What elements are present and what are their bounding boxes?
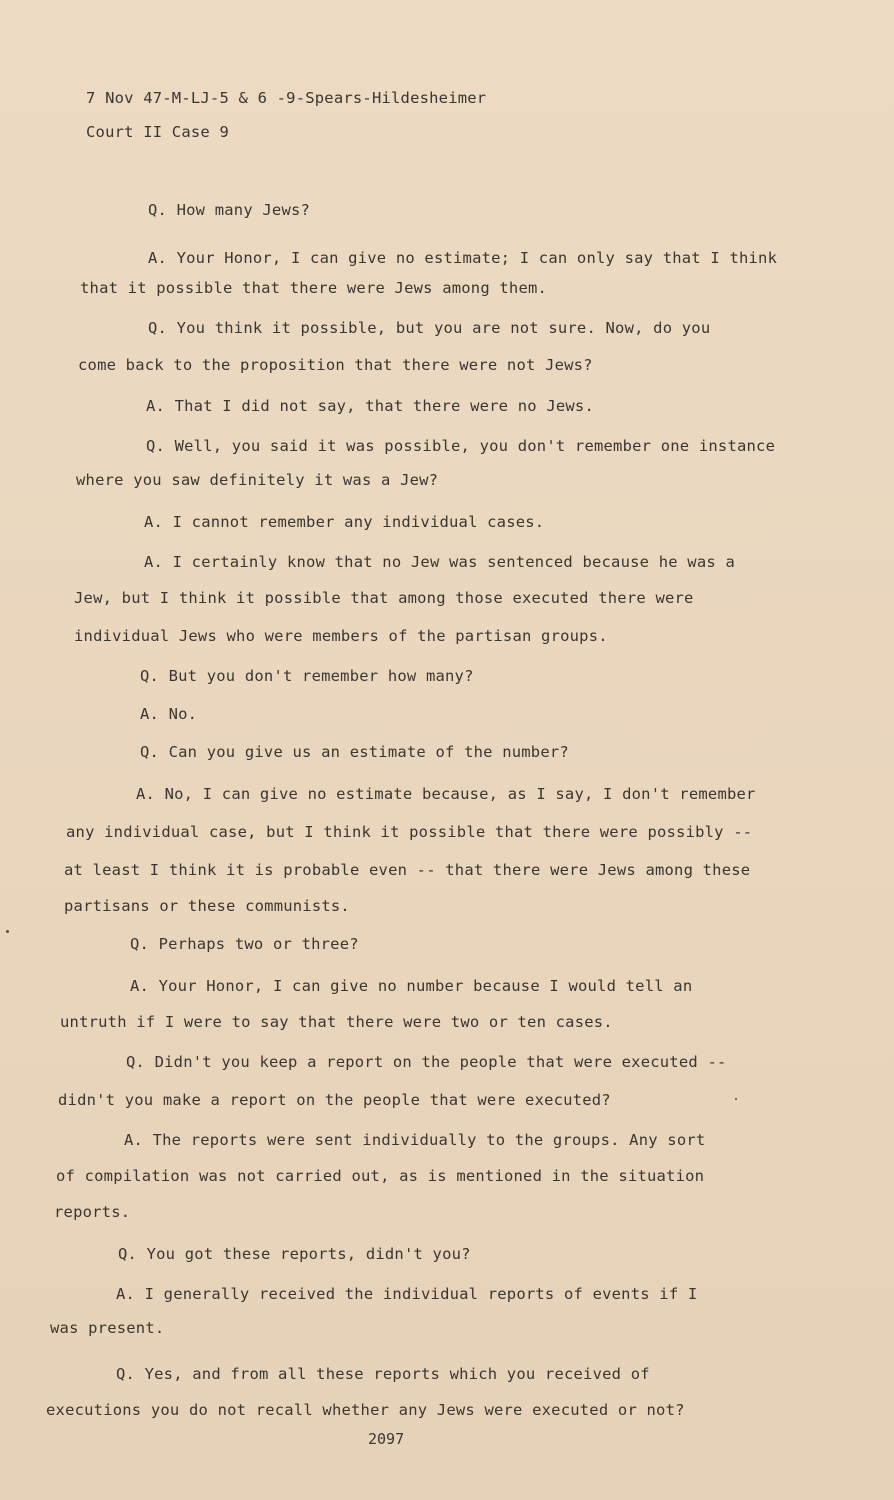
transcript-line: of compilation was not carried out, as is mentioned in the situation [56, 1167, 705, 1185]
transcript-line: Q. Yes, and from all these reports which you received of [116, 1365, 650, 1383]
transcript-line: A. No, I can give no estimate because, as I say, I don't remember [136, 785, 756, 803]
transcript-line: reports. [54, 1203, 131, 1221]
transcript-line: Q. Perhaps two or three? [130, 935, 359, 953]
paper-speck [735, 1098, 737, 1100]
transcript-line: individual Jews who were members of the partisan groups. [74, 627, 608, 645]
transcript-line: A. That I did not say, that there were no Jews. [146, 397, 594, 415]
paper-speck [6, 930, 9, 933]
transcript-line: was present. [50, 1319, 165, 1337]
transcript-line: A. I certainly know that no Jew was sentenced because he was a [144, 553, 735, 571]
transcript-line: any individual case, but I think it possible that there were possibly -- [66, 823, 753, 841]
transcript-line: executions you do not recall whether any Jews were executed or not? [46, 1401, 685, 1419]
transcript-line: at least I think it is probable even -- that there were Jews among these [64, 861, 751, 879]
transcript-line: that it possible that there were Jews among them. [80, 279, 548, 297]
transcript-line: untruth if I were to say that there were two or ten cases. [60, 1013, 613, 1031]
transcript-line: Q. You think it possible, but you are not sure. Now, do you [148, 319, 711, 337]
transcript-line: partisans or these communists. [64, 897, 350, 915]
transcript-line: Q. How many Jews? [148, 201, 311, 219]
transcript-line: A. Your Honor, I can give no estimate; I can only say that I think [148, 249, 778, 267]
transcript-line: Q. Can you give us an estimate of the number? [140, 743, 569, 761]
transcript-line: didn't you make a report on the people that were executed? [58, 1091, 611, 1109]
transcript-line: Q. But you don't remember how many? [140, 667, 474, 685]
header-reference: 7 Nov 47-M-LJ-5 & 6 -9-Spears-Hildesheimer [86, 89, 487, 107]
transcript-line: come back to the proposition that there were not Jews? [78, 356, 593, 374]
transcript-line: Q. Well, you said it was possible, you don't remember one instance [146, 437, 776, 455]
transcript-line: A. I cannot remember any individual cases. [144, 513, 545, 531]
header-court: Court II Case 9 [86, 123, 229, 141]
transcript-line: Q. Didn't you keep a report on the people that were executed -- [126, 1053, 727, 1071]
transcript-line: where you saw definitely it was a Jew? [76, 471, 439, 489]
transcript-line: A. No. [140, 705, 198, 723]
transcript-line: A. The reports were sent individually to the groups. Any sort [124, 1131, 706, 1149]
transcript-line: Jew, but I think it possible that among those executed there were [74, 589, 694, 607]
transcript-line: Q. You got these reports, didn't you? [118, 1245, 471, 1263]
transcript-line: A. I generally received the individual reports of events if I [116, 1285, 698, 1303]
page-number: 2097 [368, 1430, 405, 1448]
transcript-line: A. Your Honor, I can give no number because I would tell an [130, 977, 693, 995]
